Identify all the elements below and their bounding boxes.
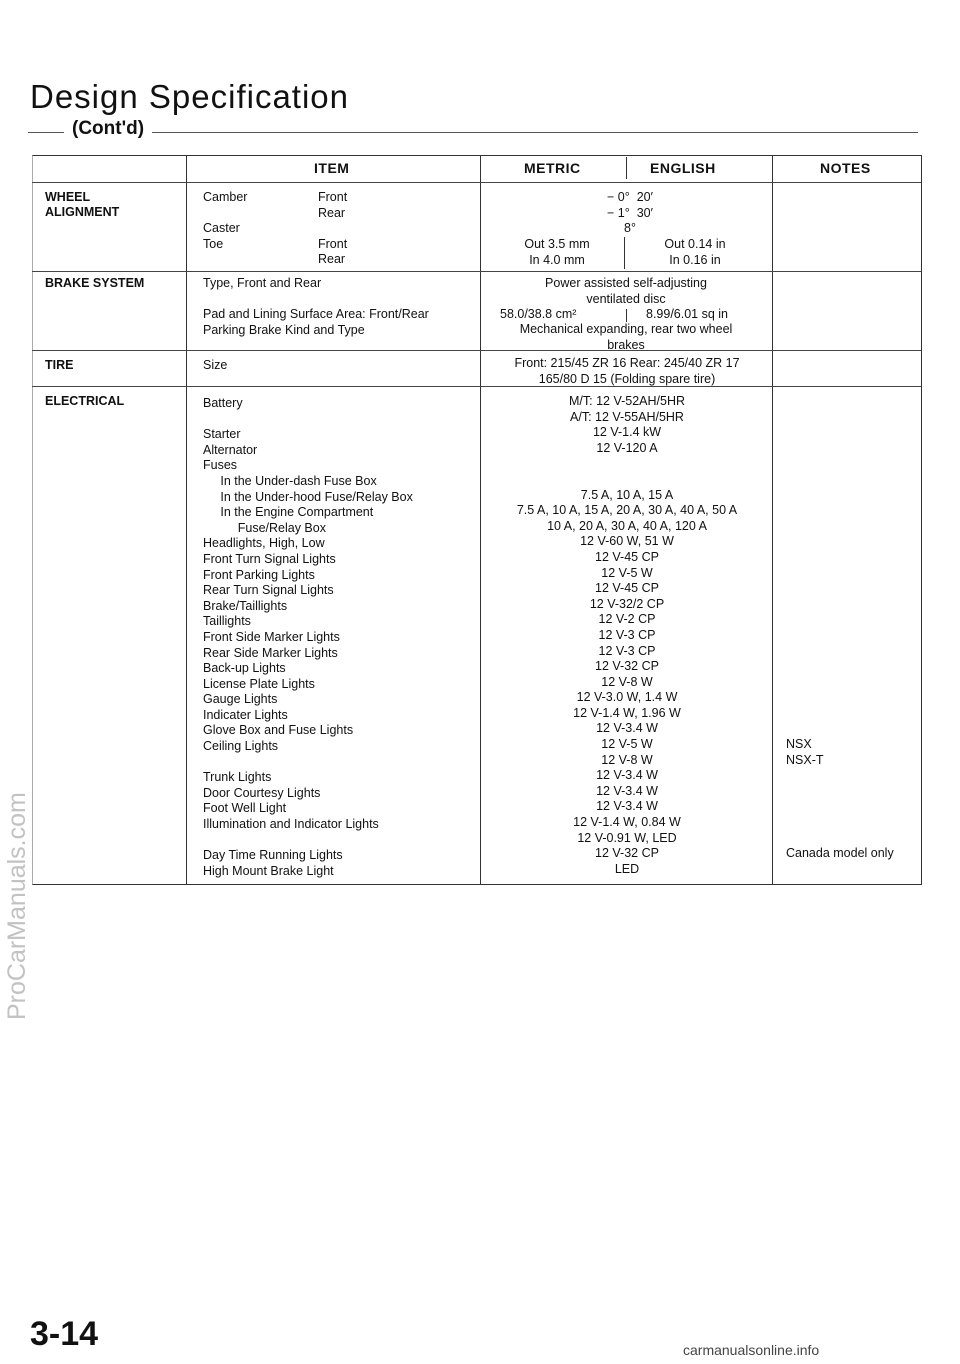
column-divider: [480, 155, 481, 885]
table-frame: [32, 155, 922, 885]
footer-text: carmanualsonline.info: [683, 1342, 820, 1358]
brake-type-value: Power assisted self-adjusting ventilated disc: [545, 276, 707, 306]
page-title: Design Specification: [30, 78, 349, 115]
column-divider: [186, 155, 187, 885]
pad-area-metric: 58.0/38.8 cm²: [500, 307, 577, 321]
watermark-text: ProCarManuals.com: [3, 792, 31, 1020]
header-metric: METRIC: [524, 160, 581, 176]
pad-divider: [626, 309, 627, 322]
wheel-values: − 0° 20′ − 1° 30′ 8°: [607, 190, 653, 236]
electrical-items: Battery Starter Alternator Fuses In the Under-dash Fuse Box In the Under-hood Fuse/Relay Box In the Engine Compartment Fuse/Relay Box Headlights, High, Low Front Turn Signal Lights Front Parking Lights Rear Turn Signal Lights Brake/Taillights Taillights Front Side Marker Lights Rear Side Marker Lights Back-up Lights License Plate Lights Gauge Lights Indicater Lights Glove Box and Fuse Lights Ceiling Lights Trunk Lights Door Courtesy Lights Foot Well Light Illumination and Indicator Lights Day Time Running Lights High Mount Brake Light: [203, 396, 413, 878]
group-brake-system: BRAKE SYSTEM: [45, 276, 145, 290]
tire-values: Front: 215/45 ZR 16 Rear: 245/40 ZR 17 165/80 D 15 (Folding spare tire): [514, 356, 740, 386]
continued-label: (Cont'd): [64, 118, 152, 140]
row-rule: [32, 350, 921, 351]
pad-area-english: 8.99/6.01 sq in: [646, 307, 729, 321]
parking-brake-value: Mechanical expanding, rear two wheel brakes: [519, 322, 733, 352]
toe-english: Out 0.14 in In 0.16 in: [664, 237, 726, 267]
notes-nsx: NSX NSX-T: [786, 737, 824, 767]
header-notes: NOTES: [820, 160, 871, 176]
column-divider: [772, 155, 773, 885]
page-number: 3-14: [30, 1315, 99, 1353]
tire-items: Size: [203, 358, 228, 372]
brake-items: Type, Front and Rear Pad and Lining Surface Area: Front/Rear Parking Brake Kind and Type: [203, 276, 429, 337]
section-rule: [28, 132, 918, 133]
row-rule: [32, 386, 921, 387]
header-rule: [32, 182, 921, 183]
group-electrical: ELECTRICAL: [45, 394, 125, 408]
wheel-items: Camber Caster Toe: [203, 190, 248, 251]
group-wheel-alignment: WHEEL ALIGNMENT: [45, 190, 120, 219]
header-english: ENGLISH: [650, 160, 716, 176]
wheel-positions: Front Rear Front Rear: [318, 190, 348, 267]
electrical-values: M/T: 12 V-52AH/5HR A/T: 12 V-55AH/5HR 12 V-1.4 kW 12 V-120 A 7.5 A, 10 A, 15 A 7.5 A, 10 A, 15 A, 20 A, 30 A, 40 A, 50 A 10 A, 20 A, 30 A, 40 A, 120 A 12 V-60 W, 51 W 12 V-45 CP 12 V-5 W 12 V-45 CP 12 V-32/2 CP 12 V-2 CP 12 V-3 CP 12 V-3 CP 12 V-32 CP 12 V-8 W 12 V-3.0 W, 1.4 W 12 V-1.4 W, 1.96 W 12 V-3.4 W 12 V-5 W 12 V-8 W 12 V-3.4 W 12 V-3.4 W 12 V-3.4 W 12 V-1.4 W, 0.84 W 12 V-0.91 W, LED 12 V-32 CP LED: [516, 394, 738, 876]
header-divider: [626, 157, 627, 179]
toe-metric: Out 3.5 mm In 4.0 mm: [524, 237, 590, 267]
header-item: ITEM: [314, 160, 350, 176]
group-tire: TIRE: [45, 358, 74, 372]
row-rule: [32, 271, 921, 272]
toe-divider: [624, 237, 625, 269]
notes-canada: Canada model only: [786, 846, 894, 860]
